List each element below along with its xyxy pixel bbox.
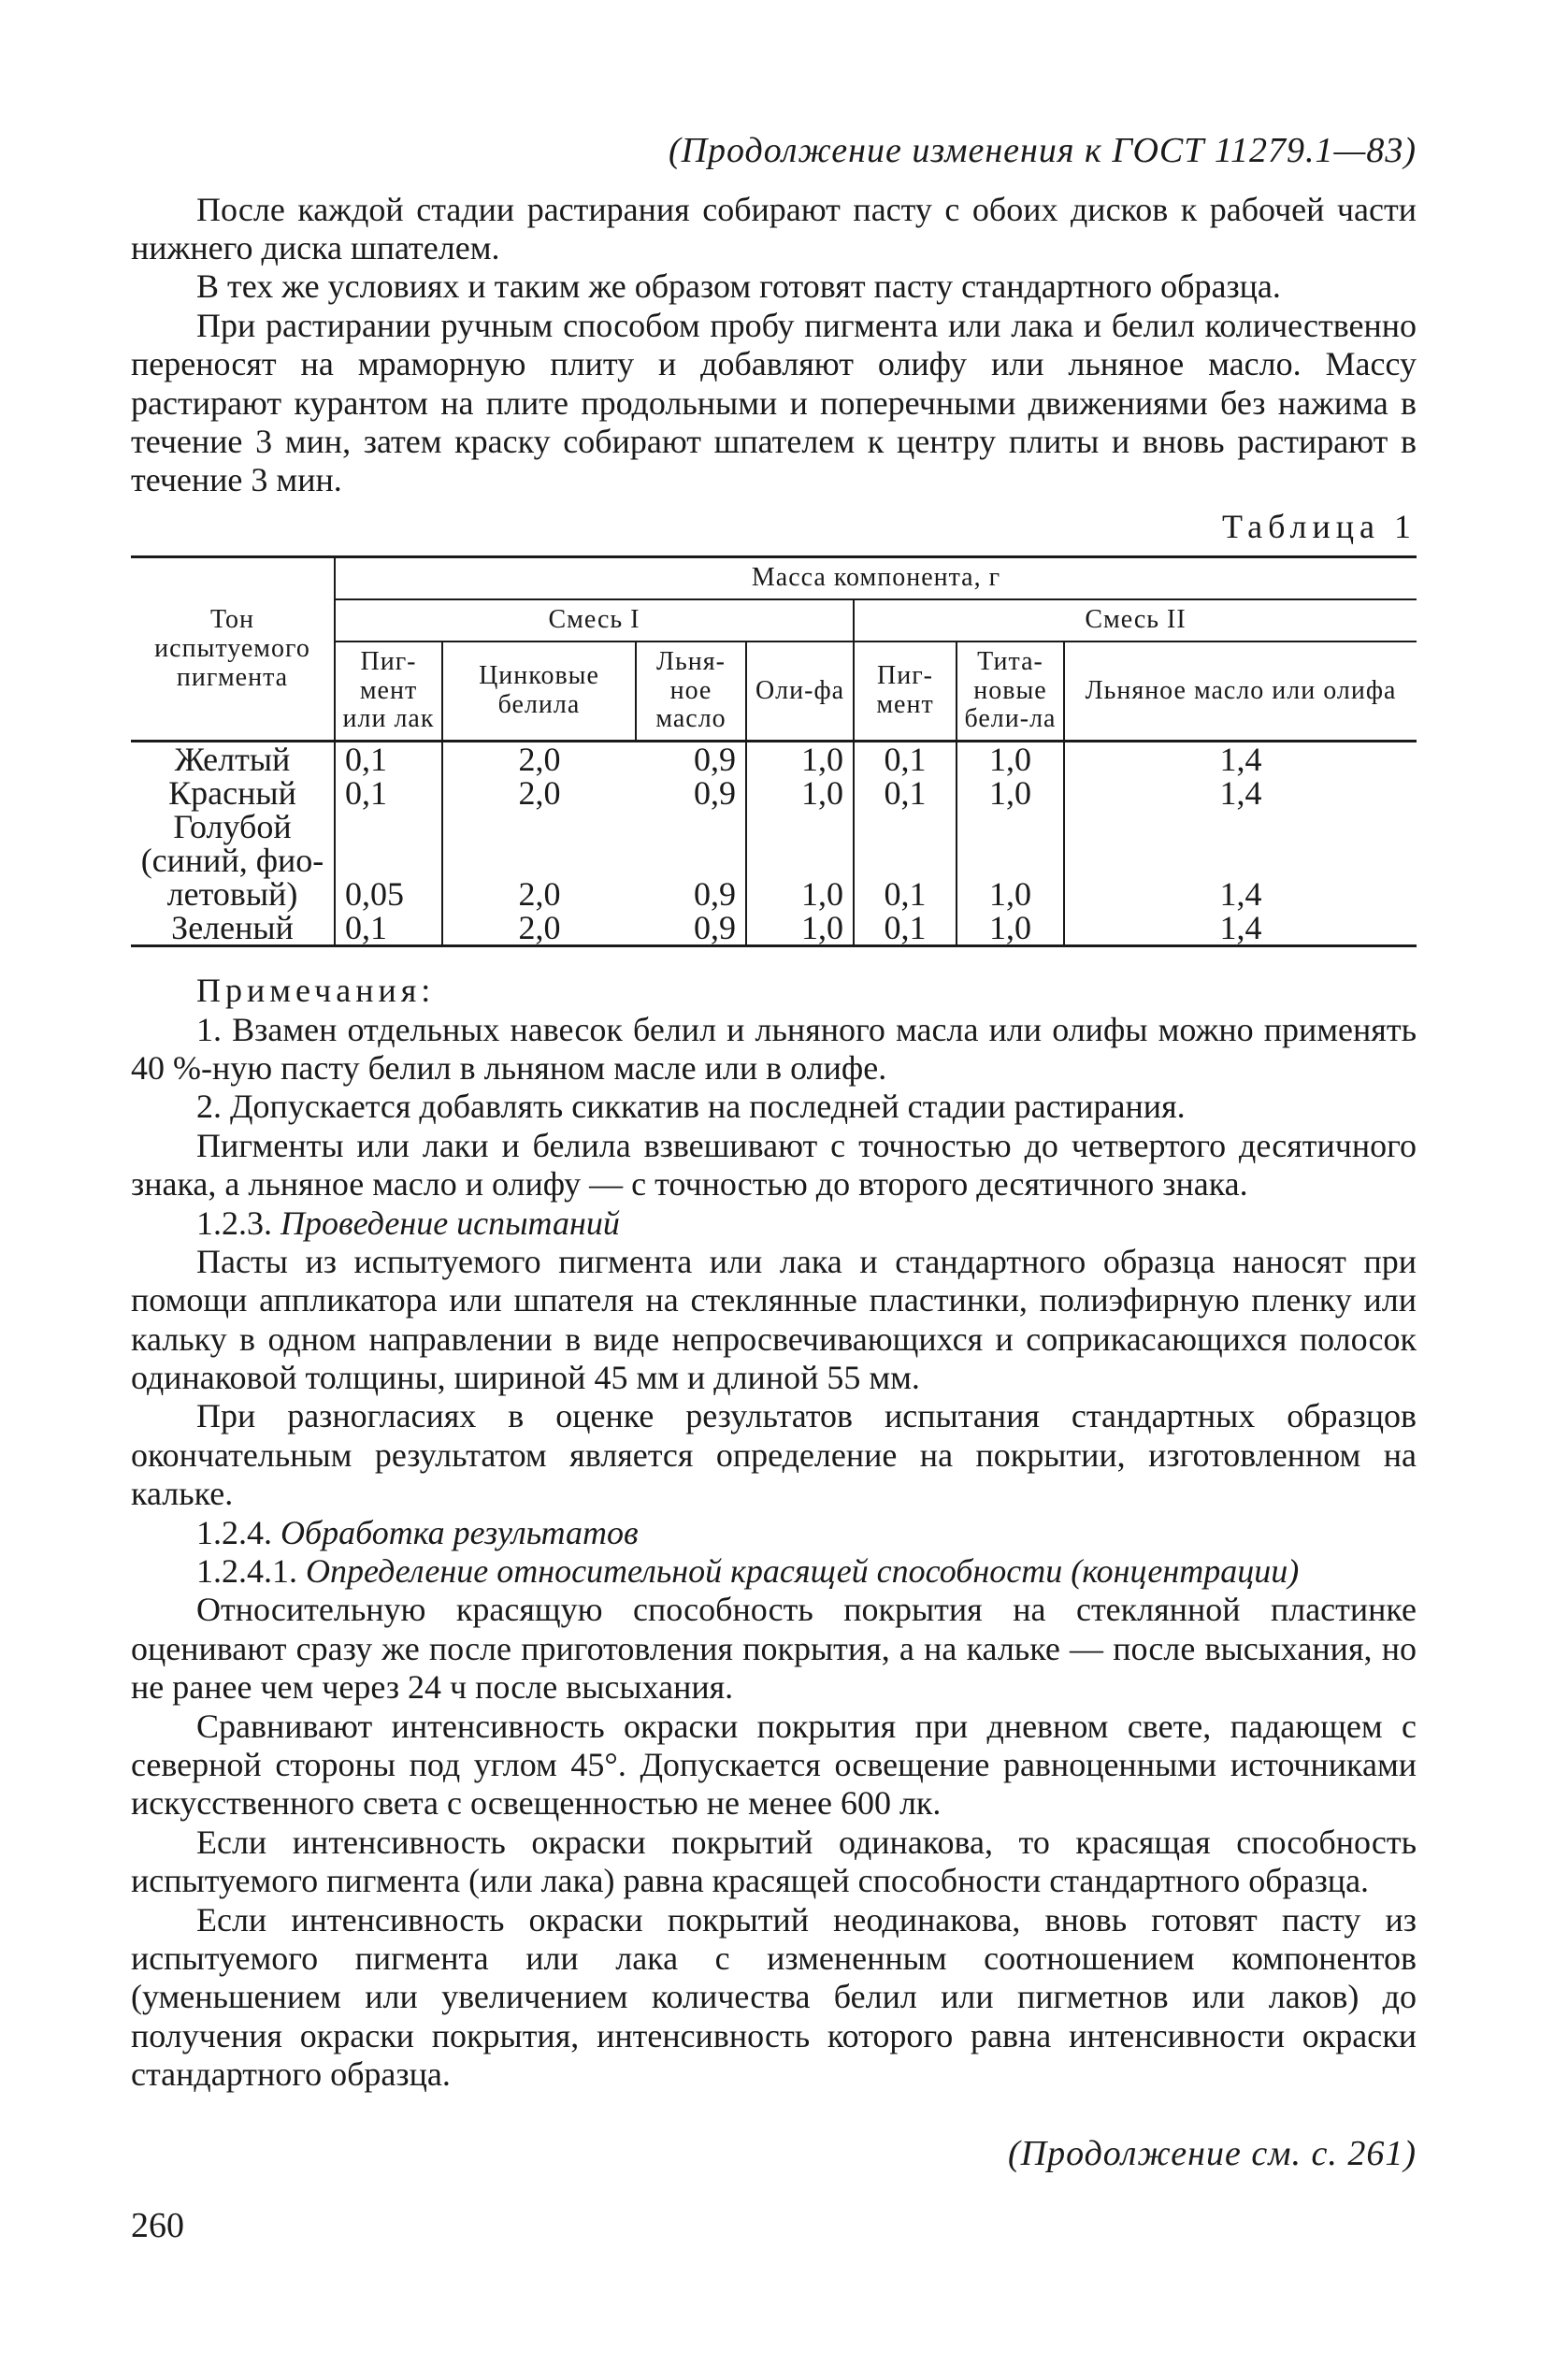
table-cell: 1,0 — [989, 875, 1031, 914]
table-cell: 0,9 — [694, 741, 736, 779]
section-number: 1.2.4. — [196, 1513, 272, 1551]
table-cell: 0,9 — [694, 774, 736, 813]
subheader-oil-or-drying-oil: Льняное масло или олифа — [1064, 641, 1417, 742]
table-cell: 1,0 — [989, 741, 1031, 779]
notes-title: Примечания: — [196, 972, 436, 1010]
section-heading-1-2-4 — [131, 1514, 1417, 1552]
table-cell: 1,4 — [1219, 875, 1262, 914]
section-title: Проведение испытаний — [281, 1204, 620, 1242]
column-titanium-white — [957, 742, 1064, 946]
note: 1. Взамен отдельных навесок белил и льняного масла или олифы можно применять 40 %-ную пасту белил в льняном масле или в олифе. — [131, 1010, 1417, 1087]
column-zinc-white — [442, 742, 636, 946]
row-names-cell — [131, 742, 335, 946]
paragraph: Сравнивают интенсивность окраски покрытия при дневном свете, падающем с северной стороны под углом 45°. Допускается освещение равноценными источниками искусственного света с освещенностью не менее 600 лк. — [131, 1707, 1417, 1823]
subheader-linseed-oil: Льня-ное масло — [636, 641, 746, 742]
section-heading-1-2-3 — [131, 1204, 1417, 1243]
row-name: (синий, фио- — [140, 842, 324, 880]
table-cell: 0,1 — [884, 875, 927, 914]
table-cell: 0,9 — [694, 909, 736, 947]
subheader-drying-oil: Оли-фа — [746, 641, 854, 742]
paragraph: При разногласиях в оценке результатов испытания стандартных образцов окончательным результатом является определение на покрытии, изготовленном на кальке. — [131, 1397, 1417, 1513]
section-number: 1.2.3. — [196, 1204, 272, 1242]
table-cell: 1,0 — [989, 774, 1031, 813]
table-cell: 0,1 — [345, 909, 387, 947]
row-name: Красный — [168, 774, 296, 813]
table-body-row — [131, 742, 1417, 946]
paragraph: Пигменты или лаки и белила взвешивают с точностью до четвертого десятичного знака, а льняное масло и олифу — с точностью до второго десятичного знака. — [131, 1126, 1417, 1204]
column-drying-oil — [746, 742, 854, 946]
subheader-zinc-white: Цинковые белила — [442, 641, 636, 742]
column-linseed-oil — [636, 742, 746, 946]
table-cell: 1,4 — [1219, 774, 1262, 813]
row-name: Желтый — [174, 741, 291, 779]
table-cell: 1,4 — [1219, 741, 1262, 779]
row-name: летовый) — [166, 875, 298, 914]
table-cell: 2,0 — [518, 875, 561, 914]
note: 2. Допускается добавлять сиккатив на последней стадии растирания. — [196, 1088, 1186, 1126]
subheader-titanium-white: Тита-новые бели-ла — [957, 641, 1064, 742]
page-number: 260 — [131, 2206, 184, 2246]
table-cell: 1,0 — [801, 741, 843, 779]
table-cell: 1,0 — [989, 909, 1031, 947]
section-title: Определение относительной красящей способности (концентрации) — [306, 1552, 1300, 1591]
paragraph: Пасты из испытуемого пигмента или лака и стандартного образца наносят при помощи аппликатора или шпателя на стеклянные пластинки, полиэфирную пленку или кальку в одном направлении в виде непросвечивающихся и соприкасающихся полосок одинаковой толщины, шириной 45 мм и длиной 55 мм. — [131, 1242, 1417, 1397]
continuation-note: (Продолжение см. с. 261) — [1007, 2133, 1417, 2173]
table-caption: Таблица 1 — [1222, 507, 1417, 545]
table-cell: 0,1 — [345, 741, 387, 779]
paragraph: Если интенсивность окраски покрытий неодинакова, вновь готовят пасту из испытуемого пигмента или лака с измененным соотношением компонентов (уменьшением или увеличением количества белил или пигметнов или лаков) до получения окраски покрытия, интенсивность которого равна интенсивности окраски стандартного образца. — [131, 1900, 1417, 2094]
header-mass: Масса компонента, г — [335, 557, 1417, 599]
table-cell: 1,0 — [801, 774, 843, 813]
section-title: Обработка результатов — [281, 1513, 639, 1551]
table-cell: 0,05 — [345, 875, 404, 914]
header-mix-2: Смесь II — [854, 599, 1417, 641]
table-cell: 0,1 — [884, 909, 927, 947]
row-name: Голубой — [173, 808, 292, 846]
table-cell: 0,1 — [884, 741, 927, 779]
row-name: Зеленый — [171, 909, 294, 947]
paragraph: В тех же условиях и таким же образом готовят пасту стандартного образца. — [196, 267, 1281, 306]
table-cell: 0,9 — [694, 875, 736, 914]
table-cell: 0,1 — [345, 774, 387, 813]
paragraph: При растирании ручным способом пробу пигмента или лака и белил количественно переносят на мраморную плиту и добавляют олифу или льняное масло. Массу растирают курантом на плите продольными и поперечными движениями без нажима в течение 3 мин, затем краску собирают шпателем к центру плиты и вновь растирают в течение 3 мин. — [131, 306, 1417, 499]
table-cell: 2,0 — [518, 774, 561, 813]
table-cell: 0,1 — [884, 774, 927, 813]
paragraph: После каждой стадии растирания собирают пасту с обоих дисков к рабочей части нижнего диска шпателем. — [131, 190, 1417, 267]
table-cell: 2,0 — [518, 741, 561, 779]
section-heading-1-2-4-1 — [131, 1552, 1417, 1591]
table-cell: 2,0 — [518, 909, 561, 947]
data-table — [131, 555, 1417, 947]
table-cell: 1,4 — [1219, 909, 1262, 947]
column-pigment-or-lacquer — [335, 742, 442, 946]
paragraph: Относительную красящую способность покрытия на стеклянной пластинке оценивают сразу же после приготовления покрытия, а на кальке — после высыхания, но не ранее чем через 24 ч после высыхания. — [131, 1591, 1417, 1707]
subheader-pigment-or-lacquer: Пиг-мент или лак — [335, 641, 442, 742]
column-oil-or-drying-oil — [1064, 742, 1417, 946]
header-mix-1: Смесь I — [335, 599, 854, 641]
running-header: (Продолжение изменения к ГОСТ 11279.1—83) — [668, 131, 1417, 170]
table-cell: 1,0 — [801, 875, 843, 914]
subheader-pigment: Пиг-мент — [854, 641, 957, 742]
section-number: 1.2.4.1. — [196, 1552, 297, 1591]
paragraph: Если интенсивность окраски покрытий одинакова, то красящая способность испытуемого пигмента (или лака) равна красящей способности стандартного образца. — [131, 1823, 1417, 1900]
table-cell: 1,0 — [801, 909, 843, 947]
column-pigment — [854, 742, 957, 946]
header-tone: Тон испытуемого пигмента — [131, 557, 335, 742]
document-page — [131, 131, 1417, 2247]
